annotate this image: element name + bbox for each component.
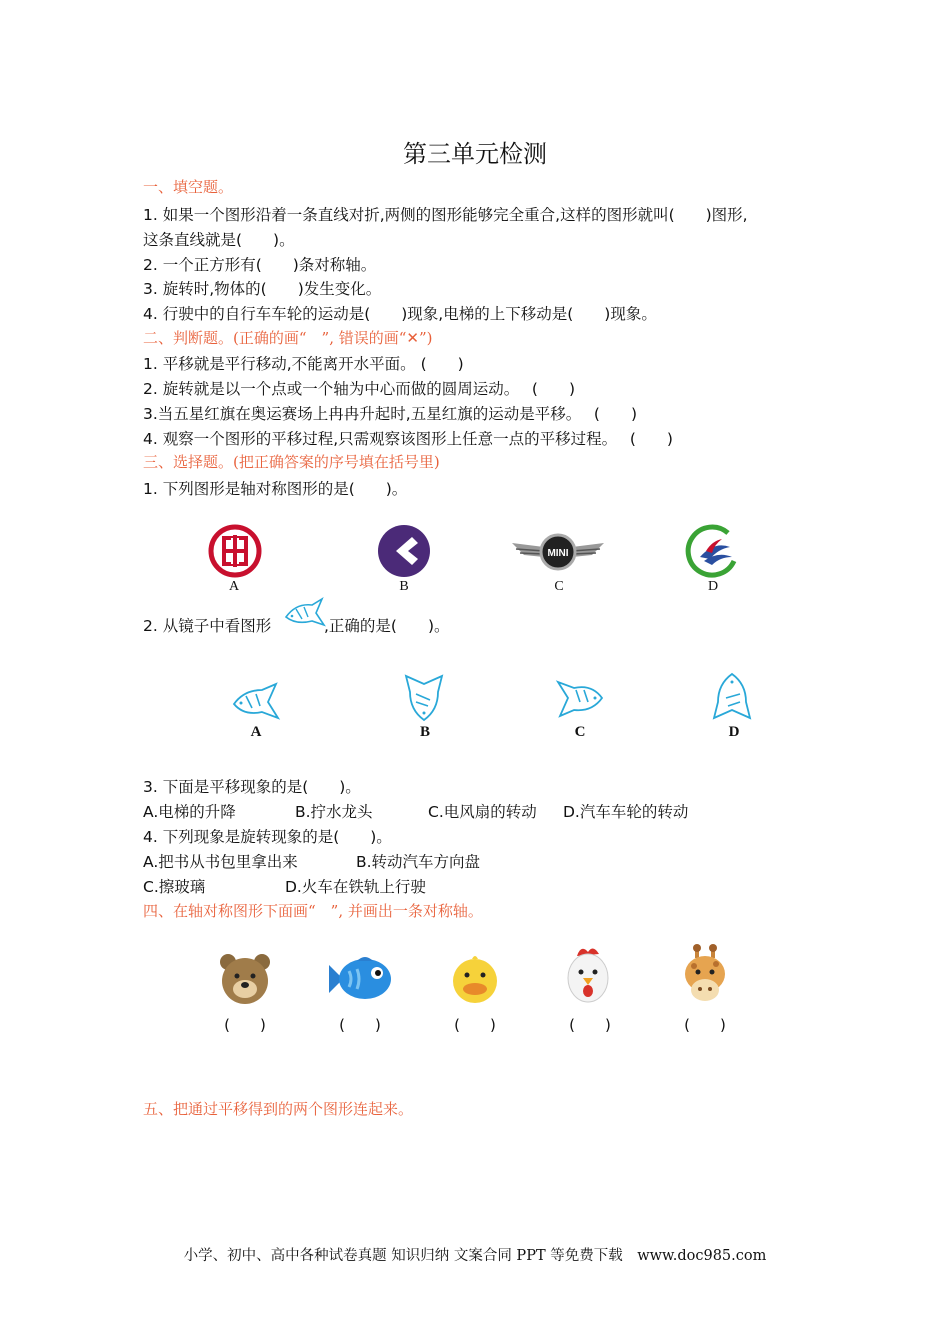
answer-paren-2: ( ) bbox=[339, 1016, 381, 1034]
giraffe-icon bbox=[680, 944, 730, 1006]
section-5-heading: 五、把通过平移得到的两个图形连起来。 bbox=[143, 1100, 414, 1118]
fish-option-a-icon bbox=[230, 682, 282, 722]
choice-question-3: 3. 下面是平移现象的是( )。 bbox=[143, 778, 361, 796]
q3-option-d: D.汽车车轮的转动 bbox=[563, 803, 689, 821]
icbc-logo-icon bbox=[207, 523, 263, 579]
page-title: 第三单元检测 bbox=[403, 140, 547, 168]
bear-icon bbox=[218, 952, 272, 1006]
q3-option-a: A.电梯的升降 bbox=[143, 803, 236, 821]
fish-option-d-icon bbox=[712, 670, 754, 722]
fish-icon bbox=[327, 955, 393, 1003]
fill-question-2: 2. 一个正方形有( )条对称轴。 bbox=[143, 256, 377, 274]
q1-label-c: C bbox=[554, 579, 564, 594]
section-3-heading: 三、选择题。(把正确答案的序号填在括号里) bbox=[143, 453, 440, 471]
choice-question-2-pre: 2. 从镜子中看图形 bbox=[143, 617, 272, 635]
q1-label-b: B bbox=[399, 579, 409, 594]
fish-option-c-icon bbox=[554, 678, 606, 718]
answer-paren-3: ( ) bbox=[454, 1016, 496, 1034]
q2-label-d: D bbox=[728, 724, 740, 740]
footer-text: 小学、初中、高中各种试卷真题 知识归纳 文案合同 PPT 等免费下载 www.doc985.com bbox=[183, 1248, 767, 1264]
q3-option-b: B.拧水龙头 bbox=[295, 803, 373, 821]
fill-question-3: 3. 旋转时,物体的( )发生变化。 bbox=[143, 280, 382, 298]
choice-question-4: 4. 下列现象是旋转现象的是( )。 bbox=[143, 828, 392, 846]
fish-option-b-icon bbox=[404, 672, 446, 724]
section-4-heading: 四、在轴对称图形下面画“ ”, 并画出一条对称轴。 bbox=[143, 902, 483, 920]
answer-paren-1: ( ) bbox=[224, 1016, 266, 1034]
q2-label-b: B bbox=[419, 724, 430, 740]
q4-option-a: A.把书从书包里拿出来 bbox=[143, 853, 298, 871]
section-1-heading: 一、填空题。 bbox=[143, 178, 234, 196]
mini-logo-icon bbox=[510, 531, 606, 573]
q2-label-a: A bbox=[250, 724, 262, 740]
fill-question-1a: 1. 如果一个图形沿着一条直线对折,两侧的图形能够完全重合,这样的图形就叫( )图形, bbox=[143, 206, 748, 224]
q4-option-b: B.转动汽车方向盘 bbox=[356, 853, 481, 871]
bird-wave-logo-icon bbox=[684, 523, 740, 579]
fill-question-1b: 这条直线就是( )。 bbox=[143, 231, 295, 249]
ccb-logo-icon bbox=[376, 523, 432, 579]
choice-question-2-post: ,正确的是( )。 bbox=[324, 617, 450, 635]
judge-question-1: 1. 平移就是平行移动,不能离开水平面。 ( ) bbox=[143, 355, 464, 373]
q4-option-d: D.火车在铁轨上行驶 bbox=[285, 878, 426, 896]
fish-outline-icon bbox=[282, 597, 326, 631]
choice-question-1: 1. 下列图形是轴对称图形的是( )。 bbox=[143, 480, 408, 498]
fill-question-4: 4. 行驶中的自行车车轮的运动是( )现象,电梯的上下移动是( )现象。 bbox=[143, 305, 657, 323]
judge-question-2: 2. 旋转就是以一个点或一个轴为中心而做的圆周运动。 ( ) bbox=[143, 380, 575, 398]
duck-icon bbox=[450, 953, 500, 1005]
q4-option-c: C.擦玻璃 bbox=[143, 878, 206, 896]
q2-label-c: C bbox=[574, 724, 586, 740]
mini-logo-text: MINI bbox=[547, 548, 569, 559]
q1-label-a: A bbox=[228, 579, 240, 594]
q1-label-d: D bbox=[707, 579, 719, 594]
judge-question-3: 3.当五星红旗在奥运赛场上冉冉升起时,五星红旗的运动是平移。 ( ) bbox=[143, 405, 637, 423]
answer-paren-5: ( ) bbox=[684, 1016, 726, 1034]
judge-question-4: 4. 观察一个图形的平移过程,只需观察该图形上任意一点的平移过程。 ( ) bbox=[143, 430, 673, 448]
q3-option-c: C.电风扇的转动 bbox=[428, 803, 537, 821]
section-2-heading: 二、判断题。(正确的画“ ”, 错误的画“✕”) bbox=[143, 329, 433, 347]
rooster-icon bbox=[563, 944, 613, 1006]
answer-paren-4: ( ) bbox=[569, 1016, 611, 1034]
